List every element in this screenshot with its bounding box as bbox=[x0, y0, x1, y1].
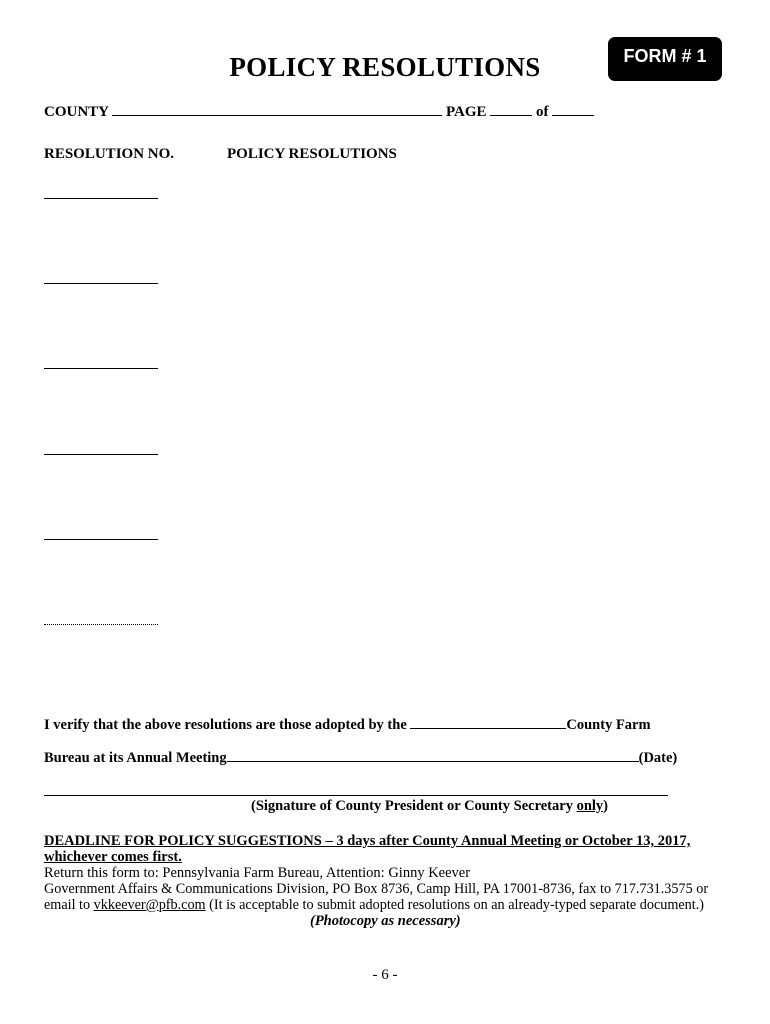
email-note: (It is acceptable to submit adopted resolutions on an already-typed separate document.) bbox=[205, 897, 704, 913]
deadline-heading-cont: whichever comes first. bbox=[44, 849, 182, 865]
verification-line-1 bbox=[44, 716, 651, 734]
resolution-number-field[interactable] bbox=[44, 198, 158, 199]
return-instructions: Return this form to: Pennsylvania Farm Bureau, Attention: Ginny Keever bbox=[44, 865, 471, 881]
signature-line[interactable] bbox=[44, 795, 668, 796]
resolution-number-field[interactable] bbox=[44, 283, 158, 284]
email-prefix: email to bbox=[44, 897, 91, 913]
email-link[interactable]: vkkeever@pfb.com bbox=[93, 897, 206, 913]
county-field[interactable] bbox=[112, 103, 442, 116]
resolution-number-field[interactable] bbox=[44, 368, 158, 369]
verification-line-2 bbox=[44, 749, 677, 767]
resolution-number-field[interactable] bbox=[44, 624, 158, 625]
form-number-badge: FORM # 1 bbox=[608, 37, 722, 81]
email-line bbox=[44, 897, 704, 914]
resolution-number-field[interactable] bbox=[44, 539, 158, 540]
signature-caption-text: ) bbox=[603, 798, 609, 814]
policy-resolutions-heading: POLICY RESOLUTIONS bbox=[227, 146, 397, 162]
county-row bbox=[44, 103, 594, 121]
mailing-address: Government Affairs & Communications Division, PO Box 8736, Camp Hill, PA 17001-8736, fax to 717.731.3575 or bbox=[44, 881, 709, 897]
county-name-field[interactable] bbox=[410, 716, 566, 729]
page-number-field[interactable] bbox=[490, 103, 532, 116]
of-label: of bbox=[536, 104, 549, 120]
verification-text: I verify that the above resolutions are those adopted by the bbox=[44, 717, 407, 733]
signature-caption-emphasis: only bbox=[576, 798, 604, 814]
page-total-field[interactable] bbox=[552, 103, 594, 116]
page-number: - 6 - bbox=[372, 967, 398, 983]
verification-text: County Farm bbox=[566, 717, 651, 733]
county-label: COUNTY bbox=[44, 104, 109, 120]
verification-text: (Date) bbox=[638, 750, 678, 766]
meeting-date-field[interactable] bbox=[227, 749, 639, 762]
resolution-no-heading: RESOLUTION NO. bbox=[44, 146, 175, 162]
verification-text: Bureau at its Annual Meeting bbox=[44, 750, 227, 766]
signature-caption-text: (Signature of County President or County Secretary bbox=[251, 798, 577, 814]
deadline-heading: DEADLINE FOR POLICY SUGGESTIONS – 3 days after County Annual Meeting or October 13, 2017, bbox=[44, 833, 691, 849]
resolution-number-field[interactable] bbox=[44, 454, 158, 455]
photocopy-note: (Photocopy as necessary) bbox=[310, 913, 461, 929]
page-title: POLICY RESOLUTIONS bbox=[229, 52, 541, 82]
page-label: PAGE bbox=[445, 104, 487, 120]
signature-caption bbox=[251, 798, 608, 815]
